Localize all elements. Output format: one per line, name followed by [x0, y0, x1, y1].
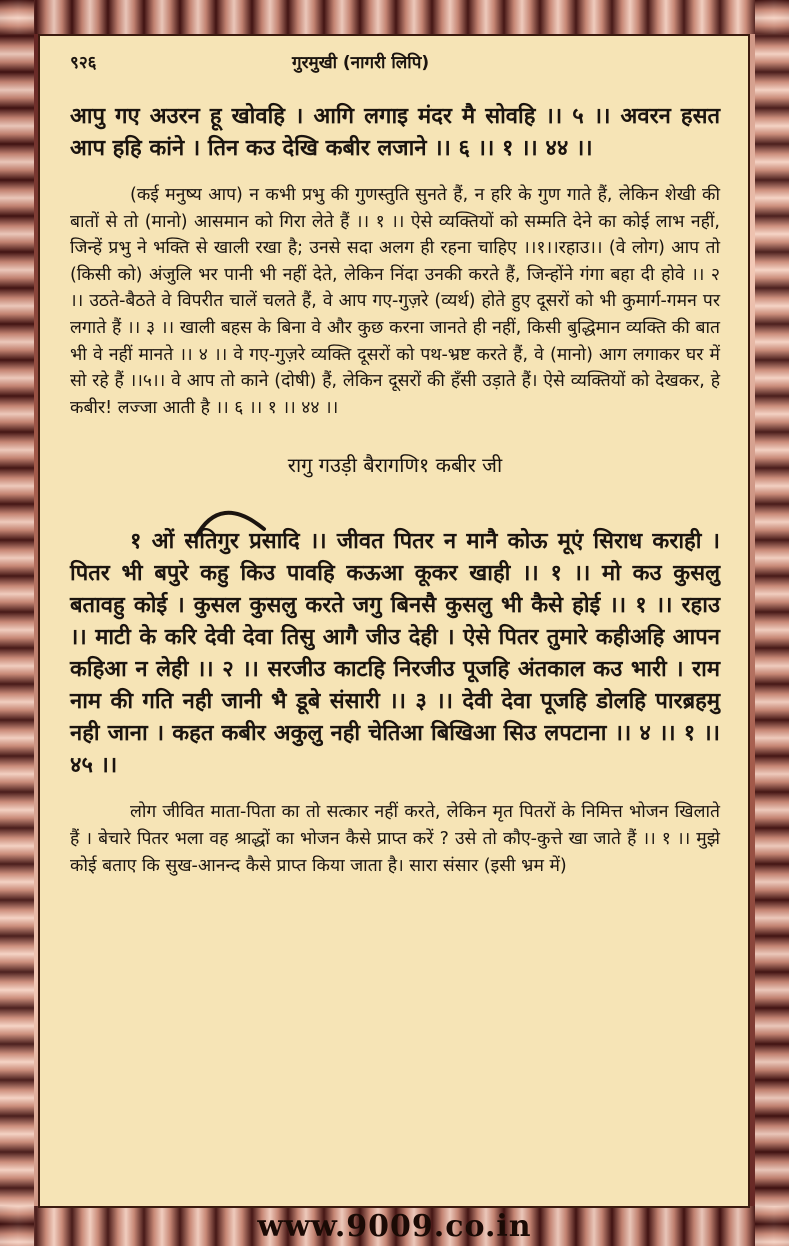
page-number: ९२६ — [70, 53, 97, 73]
border-ornament-right — [755, 0, 789, 1246]
shabad-block — [70, 525, 720, 781]
running-title: गुरमुखी (नागरी लिपि) — [292, 53, 430, 73]
page-header — [70, 50, 720, 90]
ik-onkar-arc-icon — [190, 499, 270, 539]
translation-paragraph-1: (कई मनुष्य आप) न कभी प्रभु की गुणस्तुति सुनते हैं, न हरि के गुण गाते हैं, लेकिन शेखी की बातों से तो (मानो) आसमान को गिरा लेते हैं ।। १ ।। ऐसे व्यक्तियों को सम्मति देने का कोई लाभ नहीं, जिन्हें प्रभु ने भक्ति से खाली रखा है; उनसे सदा अलग ही रहना चाहिए ।।१।।रहाउ।। (वे लोग) आप तो (किसी को) अंजुलि भर पानी भी नहीं देते, लेकिन निंदा उनकी करते हैं, जिन्होंने गंगा बहा दी होवे ।। २ ।। उठते-बैठते वे विपरीत चालें चलते हैं, वे आप गए-गुज़रे (व्यर्थ) होते हुए दूसरों को भी कुमार्ग-गमन पर लगाते हैं ।। ३ ।। खाली बहस के बिना वे और कुछ करना जानते ही नहीं, किसी बुद्धिमान व्यक्ति की बात भी वे नहीं मानते ।। ४ ।। वे गए-गुज़रे व्यक्ति दूसरों को पथ-भ्रष्ट करते हैं, वे (मानो) आग लगाकर घर में सो रहे हैं ।।५।। वे आप तो काने (दोषी) हैं, लेकिन दूसरों की हँसी उड़ाते हैं। ऐसे व्यक्तियों को देखकर, हे कबीर! लज्जा आती है ।। ६ ।। १ ।। ४४ ।। — [70, 185, 720, 418]
gurbani-verse-2: १ ओं सतिगुर प्रसादि ।। जीवत पितर न मानै कोऊ मूएं सिराध कराही । पितर भी बपुरे कहु किउ पावहि कऊआ कूकर खाही ।। १ ।। मो कउ कुसलु बतावहु कोई । कुसल कुसलु करते जगु बिनसै कुसलु भी कैसे होई ।। १ ।। रहाउ ।। माटी के करि देवी देवा तिसु आगै जीउ देही । ऐसे पितर तुमारे कहीअहि आपन कहिआ न लेही ।। २ ।। सरजीउ काटहि निरजीउ पूजहि अंतकाल कउ भारी । राम नाम की गति नही जानी भै डूबे संसारी ।। ३ ।। देवी देवा पूजहि डोलहि पारब्रहमु नही जाना । कहत कबीर अकुलु नही चेतिआ बिखिआ सिउ लपटाना ।। ४ ।। १ ।। ४५ ।। — [70, 528, 720, 779]
scripture-page — [38, 34, 750, 1208]
translation-paragraph-2: लोग जीवित माता-पिता का तो सत्कार नहीं करते, लेकिन मृत पितरों के निमित्त भोजन खिलाते हैं । बेचारे पितर भला वह श्राद्धों का भोजन कैसे प्राप्त करें ? उसे तो कौए-कुत्ते खा जाते हैं ।। १ ।। मुझे कोई बताए कि सुख-आनन्द कैसे प्राप्त किया जाता है। सारा संसार (इसी भ्रम में) — [70, 802, 720, 876]
raag-heading: रागु गउड़ी बैरागणि१ कबीर जी — [287, 453, 503, 478]
border-ornament-top — [0, 0, 789, 34]
border-ornament-left — [0, 0, 34, 1246]
gurbani-verse-1: आपु गए अउरन हू खोवहि । आगि लगाइ मंदर मै सोवहि ।। ५ ।। अवरन हसत आप हहि कांने । तिन कउ देखि कबीर लजाने ।। ६ ।। १ ।। ४४ ।। — [70, 103, 720, 161]
website-url-footer: www.9009.co.in — [257, 1209, 532, 1244]
